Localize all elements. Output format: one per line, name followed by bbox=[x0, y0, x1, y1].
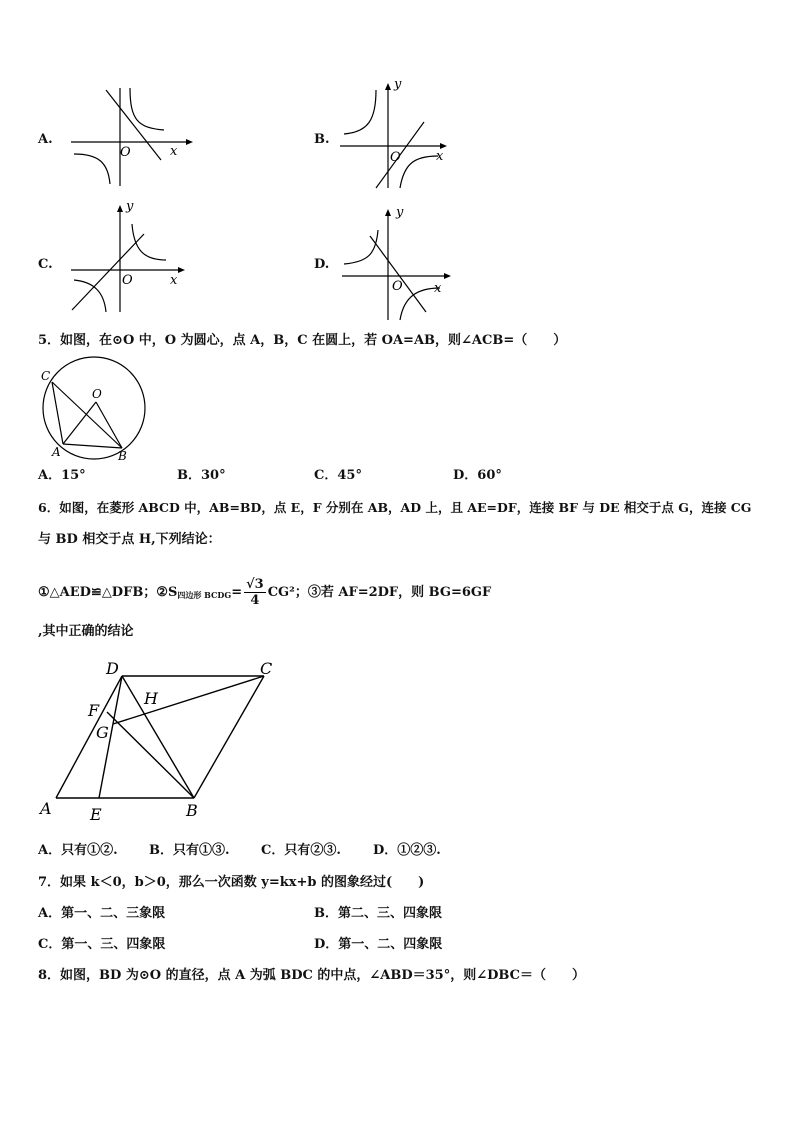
q6-conclusion-1: ①△AED≌△DFB；②S bbox=[38, 584, 178, 600]
q4-d-origin-label: O bbox=[392, 279, 403, 294]
q6-fraction-numerator: √3 bbox=[246, 577, 264, 592]
q6-label-d: D bbox=[106, 659, 119, 678]
q6-conclusions bbox=[38, 577, 491, 608]
q4-c-origin-label: O bbox=[122, 273, 133, 288]
q4-c-x-label: x bbox=[170, 273, 178, 288]
q5-label-o: O bbox=[92, 387, 102, 401]
q8-stem: 8．如图，BD 为⊙O 的直径，点 A 为弧 BDC 的中点，∠ABD＝35°，则∠DBC＝（ ） bbox=[38, 968, 585, 983]
q4-graph-b bbox=[338, 76, 453, 191]
q7-option-c: C．第一、三、四象限 bbox=[38, 937, 166, 952]
q6-fraction bbox=[244, 577, 266, 608]
q4-d-y-label: y bbox=[396, 205, 404, 220]
q6-label-f: F bbox=[88, 701, 100, 720]
q6-option-d: D．①②③. bbox=[373, 843, 441, 858]
q4-option-a-label: A. bbox=[38, 132, 53, 147]
q6-label-g: G bbox=[96, 723, 109, 742]
q4-b-origin-label: O bbox=[390, 150, 401, 165]
q4-b-y-label: y bbox=[394, 77, 402, 92]
q4-graph-d bbox=[340, 202, 455, 322]
q6-option-c: C．只有②③. bbox=[261, 843, 341, 858]
q6-stem-line4: ,其中正确的结论 bbox=[38, 624, 134, 639]
q7-option-a: A．第一、二、三象限 bbox=[38, 906, 166, 921]
q6-label-b: B bbox=[186, 801, 198, 820]
q4-a-x-label: x bbox=[170, 144, 178, 159]
q4-option-c-label: C. bbox=[38, 257, 53, 272]
q4-graph-a bbox=[66, 80, 191, 190]
q4-d-x-label: x bbox=[434, 281, 442, 296]
q5-stem: 5．如图，在⊙O 中，O 为圆心，点 A，B，C 在圆上，若 OA=AB，则∠ACB=（ ） bbox=[38, 333, 567, 348]
q5-option-b: B．30° bbox=[177, 468, 226, 483]
q5-label-c: C bbox=[41, 369, 51, 383]
q7-option-d: D．第一、二、四象限 bbox=[314, 937, 443, 952]
q7-option-b: B．第二、三、四象限 bbox=[314, 906, 442, 921]
q6-label-c: C bbox=[260, 659, 273, 678]
q5-option-d: D．60° bbox=[453, 468, 502, 483]
q6-stem-line1: 6．如图，在菱形 ABCD 中，AB=BD，点 E，F 分别在 AB，AD 上，且 AE=DF，连接 BF 与 DE 相交于点 G，连接 CG bbox=[38, 500, 752, 515]
q7-stem: 7．如果 k＜0，b＞0，那么一次函数 y=kx+b 的图象经过( ) bbox=[38, 875, 425, 890]
q5-option-a: A．15° bbox=[38, 468, 86, 483]
q6-rhombus-figure bbox=[36, 656, 286, 826]
q6-stem-line2: 与 BD 相交于点 H,下列结论： bbox=[38, 532, 221, 547]
q6-option-b: B．只有①③. bbox=[149, 843, 230, 858]
q4-option-d-label: D. bbox=[314, 257, 330, 272]
q6-option-a: A．只有①②. bbox=[38, 843, 118, 858]
q5-label-a: A bbox=[52, 445, 61, 459]
q4-a-origin-label: O bbox=[120, 145, 131, 160]
q5-circle-figure bbox=[34, 356, 150, 464]
q6-label-e: E bbox=[90, 805, 102, 824]
q6-area-subscript: 四边形 BCDG bbox=[177, 590, 232, 600]
q4-b-x-label: x bbox=[436, 149, 444, 164]
q6-label-h: H bbox=[144, 689, 158, 708]
q6-equals: = bbox=[231, 584, 243, 600]
q4-c-y-label: y bbox=[126, 199, 134, 214]
q6-label-a: A bbox=[40, 799, 52, 818]
q6-fraction-denominator: 4 bbox=[250, 593, 260, 608]
q5-option-c: C．45° bbox=[314, 468, 362, 483]
q4-option-b-label: B. bbox=[314, 132, 330, 147]
q4-graph-c bbox=[66, 200, 191, 315]
q6-conclusion-2-3: CG²；③若 AF=2DF，则 BG=6GF bbox=[267, 584, 492, 600]
q5-label-b: B bbox=[118, 449, 127, 463]
